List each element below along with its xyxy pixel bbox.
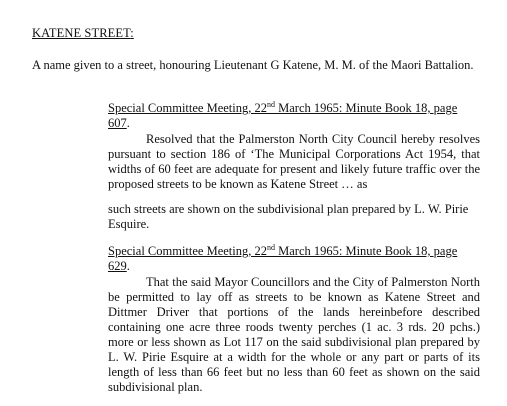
continuation-paragraph: such streets are shown on the subdivisional plan prepared by L. W. Pirie Esquire. [108, 202, 469, 231]
meeting-reference-1 [108, 101, 480, 131]
meeting-ref-2-rest: March 1965: Minute Book 18, page 629 [108, 244, 458, 273]
document-heading [32, 26, 134, 41]
meeting-ref-2-sup: nd [267, 242, 275, 252]
minute-entry-2 [108, 244, 480, 395]
resolution-paragraph-2: That the said Mayor Councillors and the City of Palmerston North be permitted to lay off as streets to be known as Katene Street and Dittmer Driver that portions of the lands hereinbefore described containing one acre three roods twenty perches (1 ac. 3 rds. 20 pchs.) more or less shown as Lot 117 on the said subdivisional plan prepared by L. W. Pirie Esquire at a width for the whole or any part or parts of its length of less than 66 feet but no less than 60 feet as shown on the said subdivisional plan. [108, 275, 480, 394]
meeting-ref-2-text: Special Committee Meeting, 22 [108, 244, 267, 258]
meeting-ref-1-sup: nd [267, 99, 275, 109]
continuation-block [108, 202, 480, 232]
meeting-ref-2-period: . [126, 259, 130, 273]
meeting-ref-1-text: Special Committee Meeting, 22 [108, 101, 267, 115]
meeting-ref-1-period: . [126, 116, 130, 130]
meeting-reference-2 [108, 244, 480, 274]
heading-text: KATENE STREET [32, 26, 131, 40]
minute-entry-1 [108, 101, 480, 192]
heading-colon: : [130, 26, 134, 40]
intro-paragraph: A name given to a street, honouring Lieutenant G Katene, M. M. of the Maori Battalion. [32, 58, 474, 72]
meeting-ref-1-rest: March 1965: Minute Book 18, page 607 [108, 101, 458, 130]
resolution-paragraph-1: Resolved that the Palmerston North City Council hereby resolves pursuant to section 186 of ‘The Municipal Corporations Act 1954, that widths of 60 feet are adequate for present and likely future traffic over the proposed streets to be known as Katene Street … as [108, 132, 480, 191]
